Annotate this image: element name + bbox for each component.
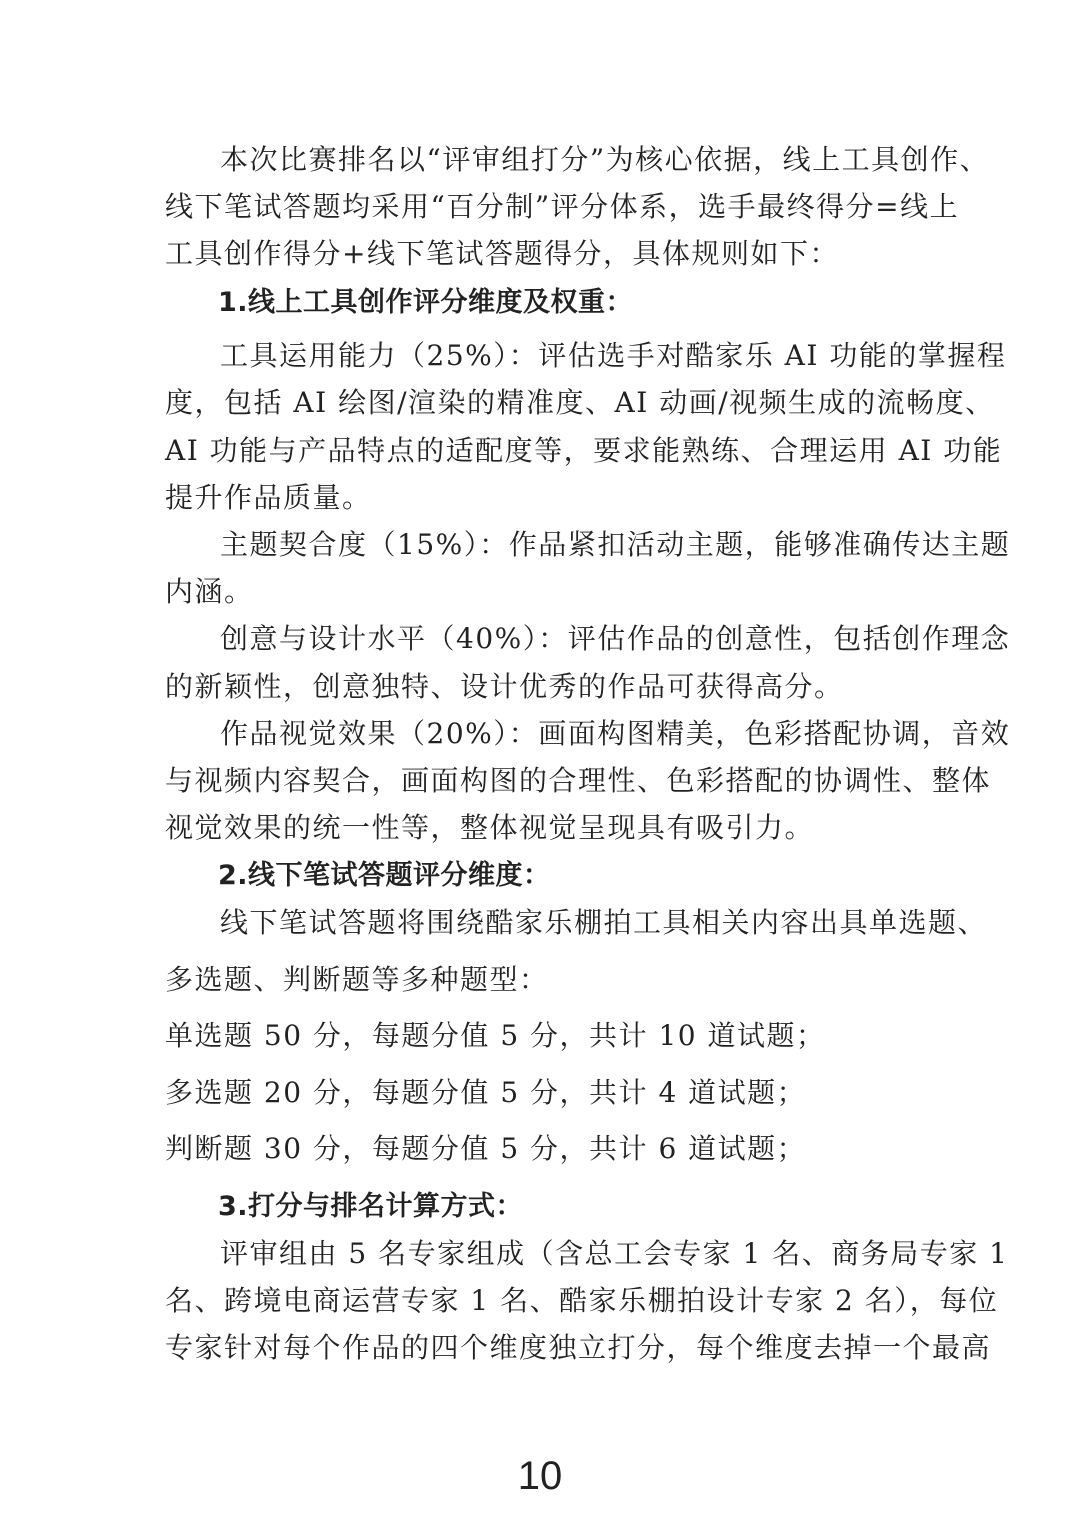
page-number: 10 [517, 1454, 563, 1498]
paragraph-exam-intro-line-1: 线下笔试答题将围绕酷家乐棚拍工具相关内容出具单选题、 [220, 906, 988, 939]
section-heading-scoring-ranking: 3.打分与排名计算方式： [218, 1191, 524, 1222]
paragraph-visual-line-3: 视觉效果的统一性等，整体视觉呈现具有吸引力。 [165, 811, 815, 844]
paragraph-intro-line-2: 线下笔试答题均采用“百分制”评分体系，选手最终得分=线上 [165, 190, 960, 223]
paragraph-scoring-line-2: 名、跨境电商运营专家 1 名、酷家乐棚拍设计专家 2 名），每位 [165, 1284, 999, 1317]
paragraph-visual-line-1: 作品视觉效果（20%）：画面构图精美，色彩搭配协调，音效 [220, 717, 1011, 750]
section-heading-offline-exam: 2.线下笔试答题评分维度： [218, 860, 551, 891]
paragraph-tool-usage-line-4: 提升作品质量。 [165, 481, 372, 514]
exam-item-single-choice: 单选题 50 分，每题分值 5 分，共计 10 道试题； [165, 1019, 826, 1052]
paragraph-scoring-line-1: 评审组由 5 名专家组成（含总工会专家 1 名、商务局专家 1 [220, 1237, 1009, 1270]
paragraph-tool-usage-line-2: 度，包括 AI 绘图/渲染的精准度、AI 动画/视频生成的流畅度、 [165, 386, 995, 419]
paragraph-intro-line-3: 工具创作得分+线下笔试答题得分，具体规则如下： [165, 237, 839, 270]
paragraph-exam-intro-line-2: 多选题、判断题等多种题型： [165, 963, 549, 996]
paragraph-intro-line-1: 本次比赛排名以“评审组打分”为核心依据，线上工具创作、 [220, 143, 990, 176]
paragraph-creativity-line-1: 创意与设计水平（40%）：评估作品的创意性，包括创作理念 [220, 622, 1011, 655]
paragraph-theme-fit-line-2: 内涵。 [165, 575, 254, 608]
paragraph-scoring-line-3: 专家针对每个作品的四个维度独立打分，每个维度去掉一个最高 [165, 1331, 992, 1364]
paragraph-tool-usage-line-1: 工具运用能力（25%）：评估选手对酷家乐 AI 功能的掌握程 [220, 339, 1007, 372]
paragraph-visual-line-2: 与视频内容契合，画面构图的合理性、色彩搭配的协调性、整体 [165, 764, 992, 797]
paragraph-tool-usage-line-3: AI 功能与产品特点的适配度等，要求能熟练、合理运用 AI 功能 [165, 434, 1003, 467]
paragraph-creativity-line-2: 的新颖性，创意独特、设计优秀的作品可获得高分。 [165, 670, 844, 703]
paragraph-theme-fit-line-1: 主题契合度（15%）：作品紧扣活动主题，能够准确传达主题 [220, 528, 1011, 561]
exam-item-true-false: 判断题 30 分，每题分值 5 分，共计 6 道试题； [165, 1132, 807, 1165]
exam-item-multiple-choice: 多选题 20 分，每题分值 5 分，共计 4 道试题； [165, 1076, 807, 1109]
section-heading-online-creation: 1.线上工具创作评分维度及权重： [218, 287, 634, 318]
